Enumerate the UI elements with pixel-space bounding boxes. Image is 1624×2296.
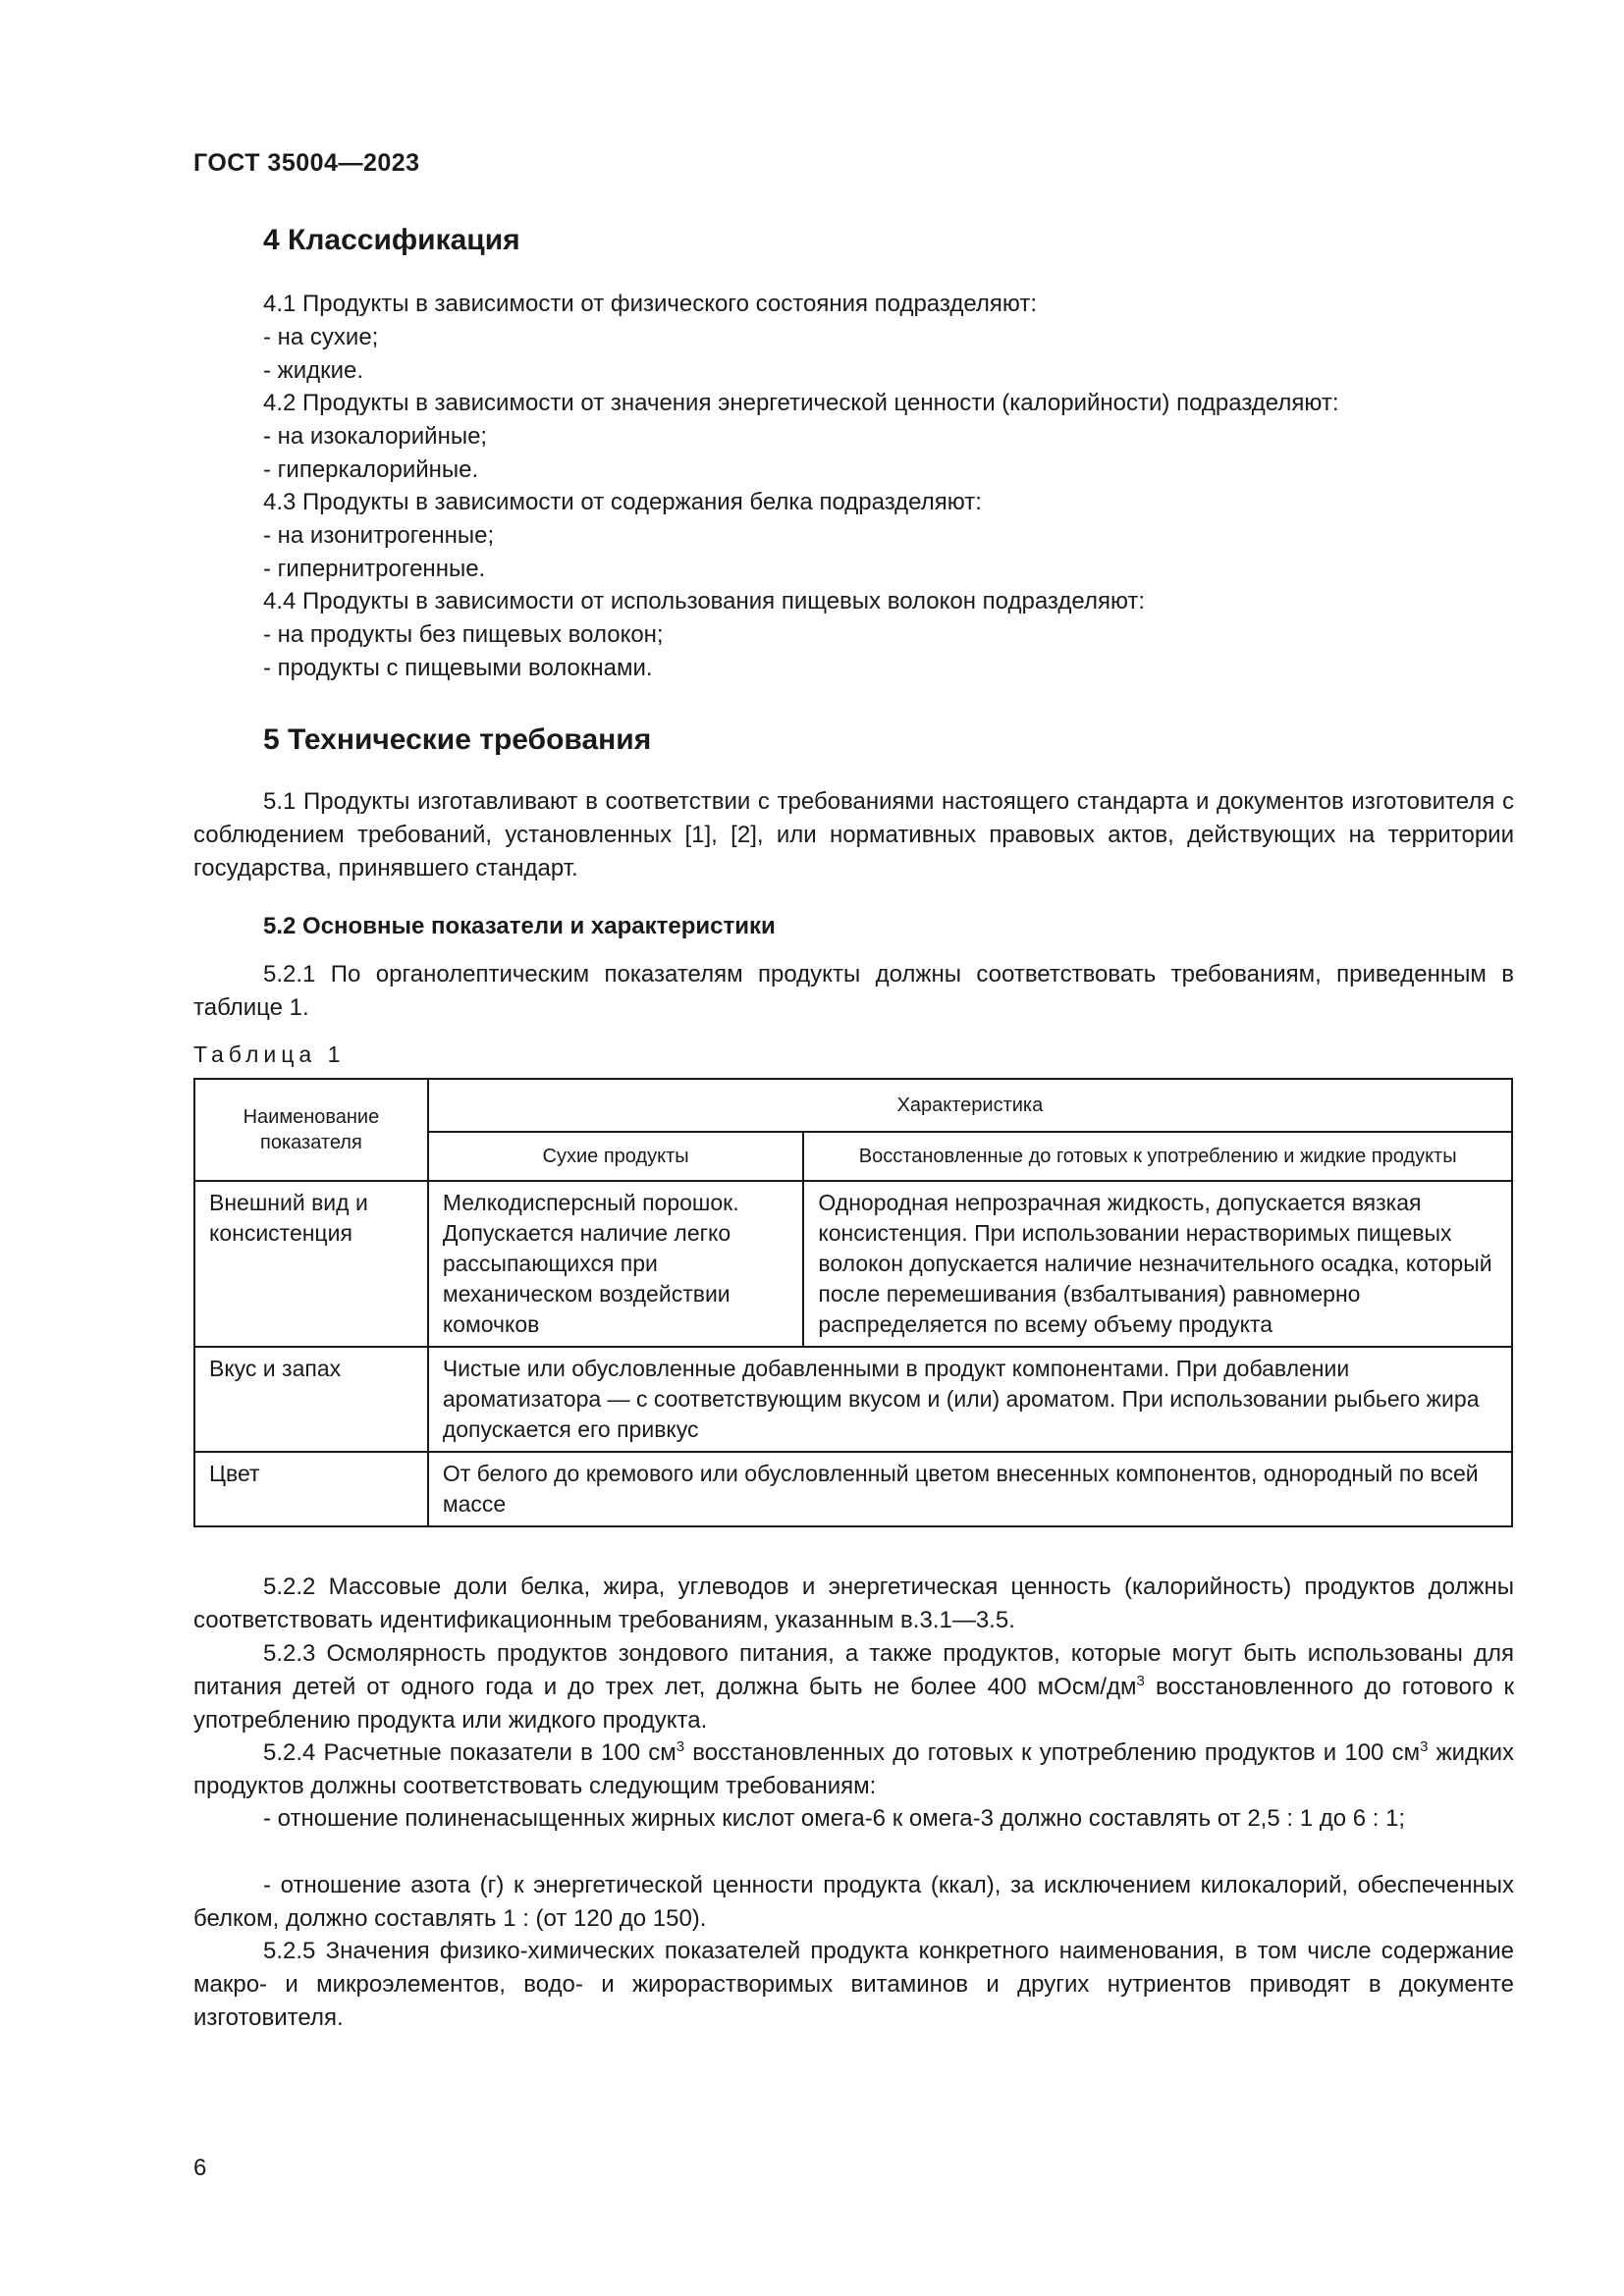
table-row	[194, 1452, 1512, 1526]
section-5-title: 5 Технические требования	[263, 723, 652, 756]
table-caption: Таблица 1	[193, 1041, 346, 1067]
clause-4-4: 4.4 Продукты в зависимости от использования пищевых волокон подразделяют:	[263, 588, 1146, 614]
document-id: ГОСТ 35004—2023	[193, 149, 420, 177]
organoleptic-table	[193, 1078, 1513, 1527]
list-item: - гиперкалорийные.	[263, 456, 479, 483]
subsection-5-2-title: 5.2 Основные показатели и характеристики	[263, 913, 776, 939]
clause-5-2-4-text-c: жидких продуктов должны соответствовать следующим требованиям:	[193, 1739, 1514, 1799]
list-item: - жидкие.	[263, 357, 364, 384]
requirement-bullet-1	[193, 1802, 1514, 1836]
clause-5-2-1	[193, 958, 1514, 1025]
clause-4-1: 4.1 Продукты в зависимости от физического состояния подразделяют:	[263, 291, 1038, 317]
clause-5-2-4	[193, 1736, 1514, 1803]
table-row	[194, 1181, 1512, 1347]
clause-5-2-3-text-b: восстановленного до готового к употреблению продукта или жидкого продукта.	[193, 1674, 1514, 1734]
row-appearance-name: Внешний вид и консистенция	[194, 1181, 428, 1347]
header-dry-products: Сухие продукты	[428, 1132, 804, 1181]
table-header-row	[194, 1079, 1512, 1132]
clause-5-2-5	[193, 1935, 1514, 2035]
list-item: - на изокалорийные;	[263, 423, 488, 450]
header-liquid-products: Восстановленные до готовых к употреблению и жидкие продукты	[803, 1132, 1512, 1181]
bullet-1-text: - отношение полиненасыщенных жирных кислот омега-6 к омега-3 должно составлять от 2,5 : 1 до 6 : 1;	[263, 1805, 1406, 1832]
clause-5-2-4-text-b: восстановленных до готовых к употреблению продуктов и 100 см	[684, 1739, 1421, 1766]
list-item: - продукты с пищевыми волокнами.	[263, 655, 653, 681]
row-taste-value: Чистые или обусловленные добавленными в продукт компонентами. При добавлении ароматизатора — с соответствующим вкусом и (или) ароматом. При использовании рыбьего жира допускается его привкус	[428, 1347, 1512, 1452]
clause-5-2-1-text: 5.2.1 По органолептическим показателям продукты должны соответствовать требованиям, приведенным в таблице 1.	[193, 961, 1514, 1021]
table-row	[194, 1347, 1512, 1452]
bullet-2-text: - отношение азота (г) к энергетической ценности продукта (ккал), за исключением килокалорий, обеспеченных белком, должно составлять 1 : (от 120 до 150).	[193, 1872, 1514, 1932]
clause-4-3: 4.3 Продукты в зависимости от содержания белка подразделяют:	[263, 489, 982, 515]
clause-5-1	[193, 785, 1514, 885]
superscript-3: 3	[1136, 1673, 1145, 1689]
list-item: - на изонитрогенные;	[263, 522, 495, 549]
superscript-3: 3	[1420, 1738, 1429, 1755]
superscript-3: 3	[676, 1738, 685, 1755]
row-appearance-dry: Мелкодисперсный порошок. Допускается наличие легко рассыпающихся при механическом воздействии комочков	[428, 1181, 804, 1347]
clause-5-2-3	[193, 1637, 1514, 1737]
clause-4-2: 4.2 Продукты в зависимости от значения энергетической ценности (калорийности) подразделяют:	[263, 390, 1339, 416]
list-item: - гипернитрогенные.	[263, 556, 486, 582]
list-item: - на продукты без пищевых волокон;	[263, 621, 664, 648]
header-indicator-name: Наименование показателя	[194, 1079, 428, 1181]
clause-5-2-3-text-a: 5.2.3 Осмолярность продуктов зондового питания, а также продуктов, которые могут быть использованы для питания детей от одного года и до трех лет, должна быть не более 400 мОсм/дм	[193, 1640, 1514, 1700]
clause-5-2-4-text-a: 5.2.4 Расчетные показатели в 100 см	[263, 1739, 677, 1766]
requirement-bullet-2	[193, 1869, 1514, 1936]
row-color-value: От белого до кремового или обусловленный цветом внесенных компонентов, однородный по всей массе	[428, 1452, 1512, 1526]
clause-5-2-2-text: 5.2.2 Массовые доли белка, жира, углеводов и энергетическая ценность (калорийность) продуктов должны соответствовать идентификационным требованиям, указанным в.3.1—3.5.	[193, 1574, 1514, 1633]
page-number: 6	[193, 2155, 207, 2181]
row-color-name: Цвет	[194, 1452, 428, 1526]
clause-5-2-2	[193, 1571, 1514, 1637]
section-4-title: 4 Классификация	[263, 224, 520, 256]
clause-5-2-5-text: 5.2.5 Значения физико-химических показателей продукта конкретного наименования, в том числе содержание макро- и микроэлементов, водо- и жирорастворимых витаминов и других нутриентов приводят в документе изготовителя.	[193, 1938, 1514, 2031]
row-appearance-liquid: Однородная непрозрачная жидкость, допускается вязкая консистенция. При использовании нерастворимых пищевых волокон допускается наличие незначительного осадка, который после перемешивания (взбалтывания) равномерно распределяется по всему объему продукта	[803, 1181, 1512, 1347]
header-characteristic: Характеристика	[428, 1079, 1512, 1132]
list-item: - на сухие;	[263, 324, 379, 350]
row-taste-name: Вкус и запах	[194, 1347, 428, 1452]
clause-5-1-text: 5.1 Продукты изготавливают в соответствии с требованиями настоящего стандарта и документов изготовителя с соблюдением требований, установленных [1], [2], или нормативных правовых актов, действующих на территории государства, принявшего стандарт.	[193, 788, 1514, 881]
